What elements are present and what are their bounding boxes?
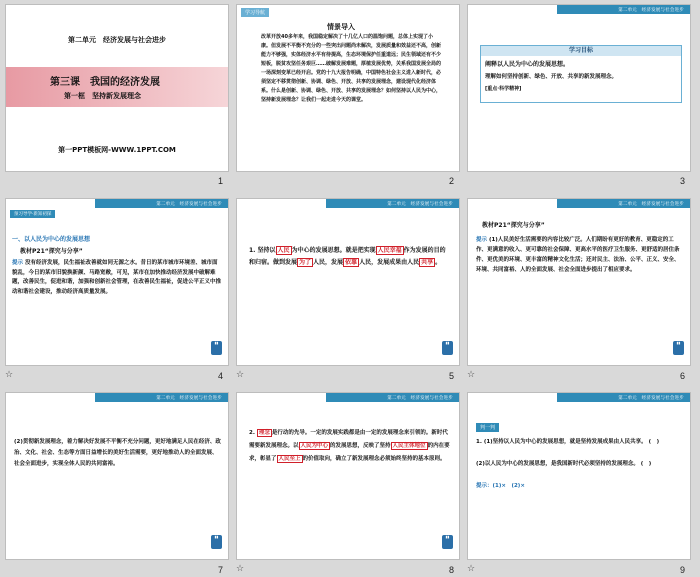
slide-thumbnail-6[interactable] xyxy=(467,198,691,366)
fill-blank-text: 2. 理念 是行动的先导。一定的发展实践都是由一定的发展理念来引领的。新时代需要新发展理念。以 人民为中心 的发展思想，反映了坚持 人民主体地位 的内在要求，彰显了 人民至上 的价值取向，确立了新发展理念必须始终坚持的基本原则。 xyxy=(249,430,450,462)
question-2: (2)以人民为中心的发展思想，是我国新时代必须坚持的发展理念。 ( ) xyxy=(476,461,652,467)
objective-item-1: 阐释以人民为中心的发展思想。 xyxy=(485,61,570,68)
nav-button[interactable]: ▮▮ xyxy=(442,535,453,549)
section-tag: 判一判 xyxy=(476,423,499,432)
footer-text: 第一PPT模板网-WWW.1PPT.COM xyxy=(58,146,176,154)
answer-text: 提示：(1)× (2)× xyxy=(476,483,525,489)
body-text: (2)贯彻新发展理念，着力解决好发展不平衡不充分问题，更好地满足人民在经济、政治、文化、社会、生态等方面日益增长的美好生活需要，更好地推动人的全面发展、社会全面进步，实现全体人民的共同富裕。 xyxy=(14,439,221,467)
objective-item-2: 理解如何坚持创新、绿色、开放、共享的新发展理念。 xyxy=(485,74,618,80)
slide-number-9: 9 xyxy=(680,565,686,575)
intro-text: 改革开放40多年来，我国稳定解决了十几亿人口的温饱问题，总体上实现了小康。但发展不平衡不充分的一些突出问题尚未解决，发展质量和效益还不高，创新能力不够强，实体经济水平有待提高，生态环境保护任重道远；民生领域还有不少短板，脱贫攻坚任务艰巨……破解发展难题，厚植发展优势，关系我国发展全局的一场深刻变革已经开启。党的十九大报告明确，中国特色社会主义进入新时代，必须坚定不移贯彻创新、协调、绿色、开放、共享的发展理念，建设现代化经济体系。什么是创新、协调、绿色、开放、共享的发展理念？如何坚持以人民为中心，坚持新发展理念？让我们一起走进今天的课堂。 xyxy=(261,34,442,103)
star-icon: ☆ xyxy=(236,564,245,574)
objectives-box xyxy=(480,45,682,103)
hint-text: 提示 (1)人民美好生活需要的内容比较广泛。人们期盼有更好的教育、更稳定的工作、更满意的收入、更可靠的社会保障、更高水平的医疗卫生服务、更舒适的居住条件、更优美的环境、更丰富的精神文化生活；还对民主、法治、公平、正义、安全、环境、共同富裕、人的全面发展、社会全面进步提出了相应要求。 xyxy=(476,237,680,273)
slide-thumbnail-3[interactable] xyxy=(467,4,691,172)
slide-number-2: 2 xyxy=(449,176,455,186)
objective-key: [重点·科学精神] xyxy=(485,86,522,92)
slide-header: 第二单元 经济发展与社会进步 xyxy=(468,5,690,14)
nav-button[interactable]: ▮▮ xyxy=(211,535,222,549)
slide-number-8: 8 xyxy=(449,565,455,575)
unit-title: 第二单元 经济发展与社会进步 xyxy=(68,36,166,44)
section-tag: 学习导航 xyxy=(241,8,269,17)
slide-thumbnail-7[interactable] xyxy=(5,392,229,560)
nav-button[interactable]: ▮▮ xyxy=(211,341,222,355)
slide-header: 第二单元 经济发展与社会进步 xyxy=(468,393,690,402)
slide-number-5: 5 xyxy=(449,371,455,381)
slide-number-3: 3 xyxy=(680,176,686,186)
slide-thumbnail-8[interactable] xyxy=(236,392,460,560)
slide-thumbnail-2[interactable] xyxy=(236,4,460,172)
slide-number-1: 1 xyxy=(218,176,224,186)
nav-button[interactable]: ▮▮ xyxy=(673,341,684,355)
lesson-title: 第三课 我国的经济发展 xyxy=(50,77,160,88)
intro-title: 情景导入 xyxy=(327,23,355,31)
slide-header: 第二单元 经济发展与社会进步 xyxy=(468,199,690,208)
material-reference: 教材P21“探究与分享” xyxy=(482,222,545,229)
slide-header: 第二单元 经济发展与社会进步 xyxy=(237,199,459,208)
star-icon: ☆ xyxy=(467,370,476,380)
fill-blank-text: 1. 坚持以 人民 为中心的发展思想。就是把实现 人民幸福 作为发展的目的和归宿。做到发展 为了 人民，发展 依靠 人民，发展成果由人民 共享 。 xyxy=(249,247,446,266)
section-tag: 预习导学·新知初探 xyxy=(10,210,55,218)
slide-thumbnail-4[interactable] xyxy=(5,198,229,366)
question-1: 1. (1)坚持以人民为中心的发展思想，就是坚持发展成果由人民共享。 ( ) xyxy=(476,439,660,445)
slide-thumbnail-9[interactable] xyxy=(467,392,691,560)
lesson-banner xyxy=(6,67,228,107)
frame-title: 第一框 坚持新发展理念 xyxy=(64,92,141,100)
star-icon: ☆ xyxy=(5,370,14,380)
nav-button[interactable]: ▮▮ xyxy=(442,341,453,355)
slide-number-6: 6 xyxy=(680,371,686,381)
slide-thumbnail-1[interactable] xyxy=(5,4,229,172)
star-icon: ☆ xyxy=(236,370,245,380)
slide-header: 第二单元 经济发展与社会进步 xyxy=(237,393,459,402)
objectives-title: 学习目标 xyxy=(481,46,681,56)
slide-number-7: 7 xyxy=(218,565,224,575)
slide-header: 第二单元 经济发展与社会进步 xyxy=(6,393,228,402)
slide-header: 第二单元 经济发展与社会进步 xyxy=(6,199,228,208)
star-icon: ☆ xyxy=(467,564,476,574)
section-heading: 一、以人民为中心的发展思想 xyxy=(12,236,91,243)
hint-text: 提示 没有经济发展，民生福祉改善就如同无源之水。昔日的某市城市环境差、城市面貌乱，今日的某市旧貌换新颜、马路宽敞，可见，某市在加快推动经济发展中破解难题，改善民生，促进和谐，加强和创新社会管理，在改善民生福祉，促进公平正义中推动和谐社会建设，推动经济高质量发展。 xyxy=(12,260,222,295)
slide-number-4: 4 xyxy=(218,371,224,381)
material-reference: 教材P21“探究与分享” xyxy=(20,248,83,255)
slide-thumbnail-5[interactable] xyxy=(236,198,460,366)
